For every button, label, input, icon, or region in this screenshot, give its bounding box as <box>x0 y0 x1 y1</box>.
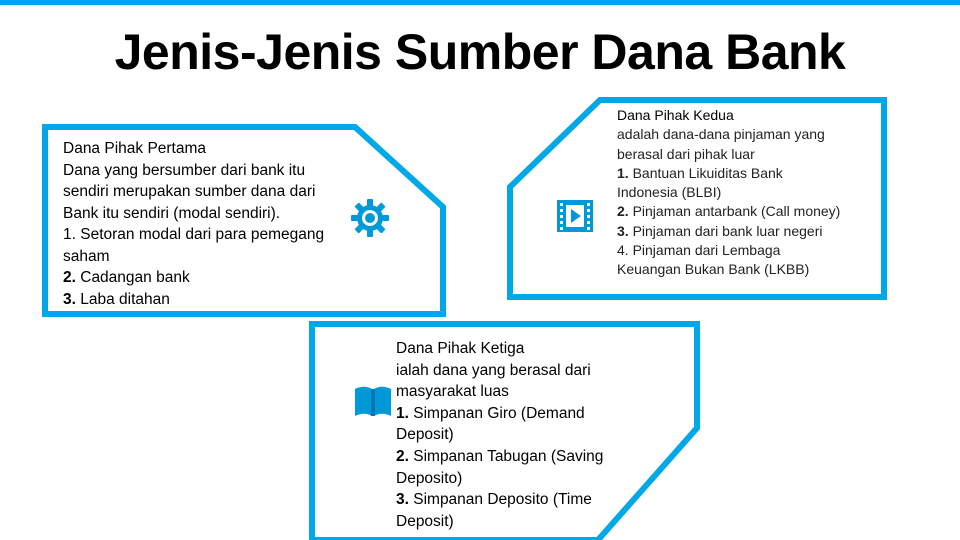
card-ketiga-item <box>396 446 603 468</box>
card-pertama-text <box>63 138 324 310</box>
item-number: 2. <box>396 447 409 465</box>
card-ketiga-item <box>396 489 603 511</box>
card-pertama-line: Bank itu sendiri (modal sendiri). <box>63 204 281 222</box>
card-kedua-item <box>617 202 840 221</box>
item-text: Laba ditahan <box>75 290 170 308</box>
gear-icon <box>350 198 390 238</box>
card-ketiga-item <box>396 403 603 425</box>
card-pertama-heading: Dana Pihak Pertama <box>63 140 207 157</box>
item-text: Pinjaman dari bank luar negeri <box>628 222 823 239</box>
item-number: 2. <box>617 203 629 220</box>
card-ketiga-text <box>396 338 603 532</box>
card-kedua-item-cont: Indonesia (BLBI) <box>617 184 722 201</box>
item-number: 3. <box>63 290 76 308</box>
item-number: 2. <box>63 269 76 286</box>
item-text: Simpanan Deposito (Time <box>408 491 592 509</box>
card-kedua-item: 4. Pinjaman dari Lembaga <box>617 242 781 259</box>
card-ketiga-item-cont: Deposito) <box>396 469 463 487</box>
card-kedua-line: berasal dari pihak luar <box>617 145 755 162</box>
item-text: Pinjaman antarbank (Call money) <box>628 203 841 220</box>
item-text: Bantuan Likuiditas Bank <box>628 164 783 181</box>
item-number: 3. <box>617 222 629 239</box>
item-number: 1. <box>396 404 409 422</box>
card-pertama-line: Dana yang bersumber dari bank itu <box>63 161 306 179</box>
item-number: 1. <box>617 164 629 181</box>
card-kedua-item-cont: Keuangan Bukan Bank (LKBB) <box>617 261 810 278</box>
card-pertama-line: sendiri merupakan sumber dana dari <box>63 183 316 200</box>
item-text: Simpanan Giro (Demand <box>408 404 585 422</box>
item-number: 3. <box>396 491 409 509</box>
card-ketiga-heading: Dana Pihak Ketiga <box>396 340 525 357</box>
card-kedua-heading: Dana Pihak Kedua <box>617 107 734 123</box>
card-pertama-item-cont: saham <box>63 247 110 265</box>
card-ketiga-line: ialah dana yang berasal dari <box>396 361 591 379</box>
card-kedua-line: adalah dana-dana pinjaman yang <box>617 126 825 143</box>
card-ketiga-item-cont: Deposit) <box>396 512 454 530</box>
card-kedua-item <box>617 222 840 241</box>
book-icon <box>354 384 392 418</box>
page-title: Jenis-Jenis Sumber Dana Bank <box>114 24 846 80</box>
card-pertama-item <box>63 267 324 289</box>
video-icon <box>556 199 594 233</box>
card-ketiga-item-cont: Deposit) <box>396 426 454 444</box>
card-pertama-item: 1. Setoran modal dari para pemegang <box>63 226 325 243</box>
card-kedua-item <box>617 164 840 183</box>
item-text: Simpanan Tabugan (Saving <box>408 447 604 465</box>
card-pertama-item <box>63 289 324 311</box>
item-text: Cadangan bank <box>75 269 190 286</box>
card-ketiga-line: masyarakat luas <box>396 383 509 401</box>
card-kedua-text <box>617 106 840 280</box>
